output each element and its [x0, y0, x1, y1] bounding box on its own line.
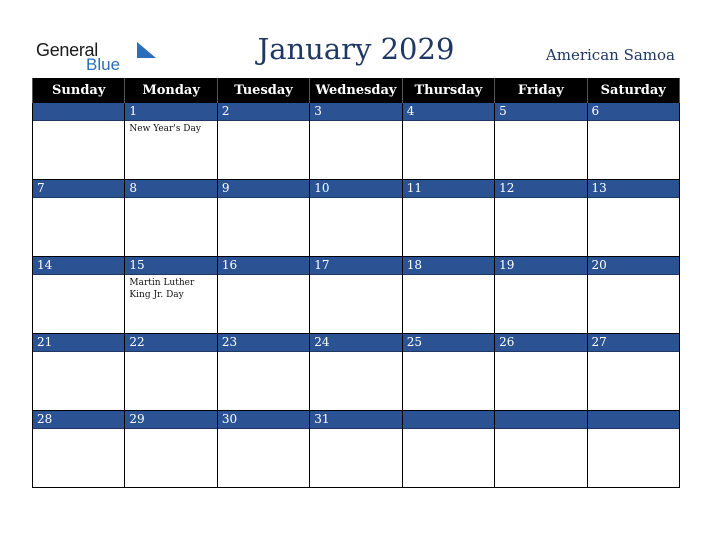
day-number: 23 — [218, 334, 309, 352]
weekday-header: Friday — [495, 78, 587, 103]
day-cell — [587, 411, 679, 488]
week-row — [33, 103, 680, 180]
logo-text-general: General — [36, 40, 98, 60]
day-cell — [402, 257, 494, 334]
logo-text-blue: Blue — [86, 55, 121, 74]
day-cell — [402, 334, 494, 411]
day-cell — [310, 411, 402, 488]
day-number: 18 — [403, 257, 494, 275]
day-number — [403, 411, 494, 429]
day-number — [588, 411, 679, 429]
day-cell — [402, 180, 494, 257]
day-number: 16 — [218, 257, 309, 275]
day-cell — [587, 103, 679, 180]
day-cell — [495, 411, 587, 488]
day-cell — [310, 334, 402, 411]
day-cell — [495, 334, 587, 411]
day-cell — [587, 257, 679, 334]
day-cell — [33, 334, 125, 411]
day-number: 28 — [33, 411, 124, 429]
day-cell — [125, 180, 217, 257]
day-number: 15 — [125, 257, 216, 275]
day-number: 14 — [33, 257, 124, 275]
day-number: 26 — [495, 334, 586, 352]
day-number: 9 — [218, 180, 309, 198]
day-cell — [587, 180, 679, 257]
holiday-label: New Year's Day — [129, 124, 201, 134]
day-cell — [217, 103, 309, 180]
day-number: 1 — [125, 103, 216, 121]
day-number: 25 — [403, 334, 494, 352]
day-number: 11 — [403, 180, 494, 198]
day-number — [495, 411, 586, 429]
day-cell — [125, 411, 217, 488]
day-number: 22 — [125, 334, 216, 352]
weekday-header-row — [33, 78, 680, 103]
day-cell — [125, 103, 217, 180]
day-number: 13 — [588, 180, 679, 198]
day-number: 5 — [495, 103, 586, 121]
holiday-label: Martin Luther King Jr. Day — [129, 278, 195, 300]
day-cell — [495, 103, 587, 180]
day-number: 10 — [310, 180, 401, 198]
weekday-header: Thursday — [402, 78, 494, 103]
day-cell — [125, 257, 217, 334]
day-number: 7 — [33, 180, 124, 198]
page-title: January 2029 — [257, 32, 455, 66]
day-number: 2 — [218, 103, 309, 121]
day-number: 4 — [403, 103, 494, 121]
weekday-header: Wednesday — [310, 78, 402, 103]
day-cell — [495, 257, 587, 334]
week-row — [33, 257, 680, 334]
region-label: American Samoa — [545, 46, 675, 64]
day-cell — [587, 334, 679, 411]
day-cell — [217, 411, 309, 488]
day-number: 12 — [495, 180, 586, 198]
week-row — [33, 334, 680, 411]
day-number: 19 — [495, 257, 586, 275]
day-number: 6 — [588, 103, 679, 121]
day-cell — [310, 257, 402, 334]
day-number: 29 — [125, 411, 216, 429]
day-number — [33, 103, 124, 121]
day-cell — [402, 103, 494, 180]
day-number: 8 — [125, 180, 216, 198]
day-cell — [217, 334, 309, 411]
day-cell — [495, 180, 587, 257]
day-cell — [33, 411, 125, 488]
day-cell — [33, 257, 125, 334]
day-number: 17 — [310, 257, 401, 275]
weekday-header: Sunday — [33, 78, 125, 103]
day-number: 21 — [33, 334, 124, 352]
day-number: 27 — [588, 334, 679, 352]
weekday-header: Tuesday — [217, 78, 309, 103]
day-cell — [217, 257, 309, 334]
day-cell — [402, 411, 494, 488]
day-number: 3 — [310, 103, 401, 121]
day-cell — [33, 180, 125, 257]
day-number: 20 — [588, 257, 679, 275]
week-row — [33, 180, 680, 257]
day-number: 24 — [310, 334, 401, 352]
day-cell — [33, 103, 125, 180]
day-cell — [310, 180, 402, 257]
day-cell — [310, 103, 402, 180]
day-number: 31 — [310, 411, 401, 429]
calendar-grid — [32, 78, 680, 488]
day-cell — [125, 334, 217, 411]
weekday-header: Monday — [125, 78, 217, 103]
weekday-header: Saturday — [587, 78, 679, 103]
day-cell — [217, 180, 309, 257]
day-number: 30 — [218, 411, 309, 429]
week-row — [33, 411, 680, 488]
